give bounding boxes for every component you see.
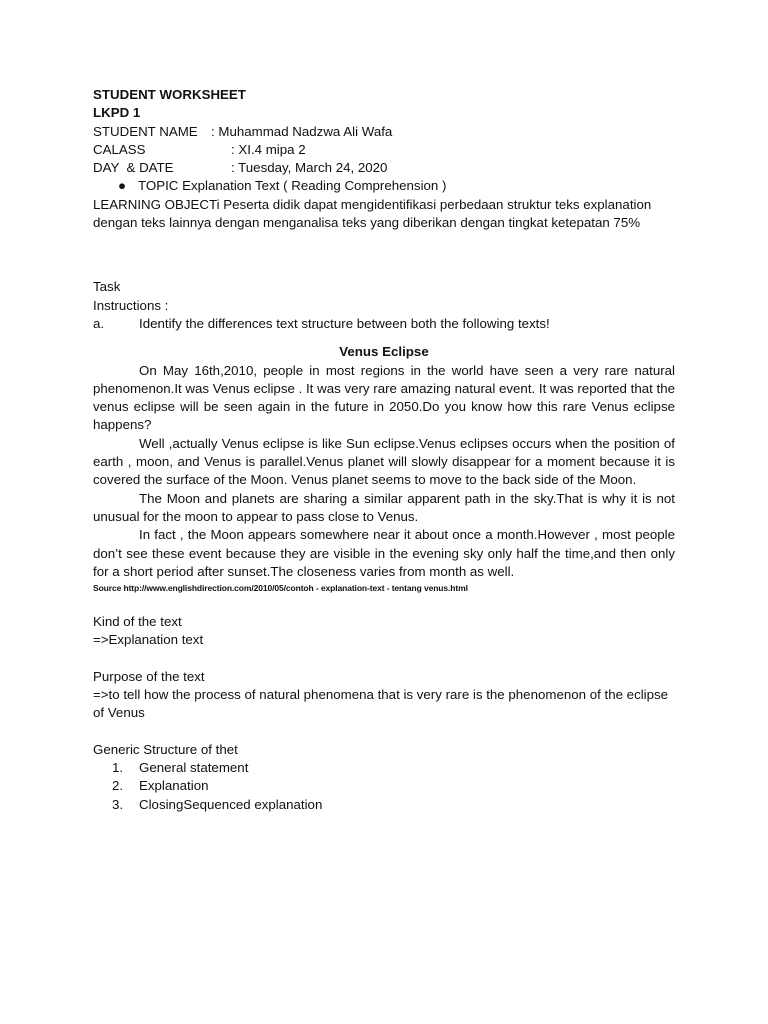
learning-objective: LEARNING OBJECTi Peserta didik dapat mengidentifikasi perbedaan struktur teks explanation dengan teks lainnya dengan menganalisa teks yang diberikan dengan tingkat ketepatan 75% [93, 196, 652, 231]
task-title: Task [93, 279, 121, 295]
class-row [93, 141, 675, 159]
list-item [93, 759, 675, 777]
instruction-item [93, 315, 675, 333]
class-label: CALASS [93, 141, 146, 157]
lkpd-label: LKPD 1 [93, 105, 141, 121]
reading-paragraph: The Moon and planets are sharing a similar apparent path in the sky.That is why it is not unusual for the moon to appear to pass close to Venus. [93, 490, 675, 524]
topic-bullet-item [93, 177, 675, 195]
student-name-value: : Muhammad Nadzwa Ali Wafa [211, 123, 393, 139]
list-item-text: General statement [139, 759, 249, 775]
student-name-label: STUDENT NAME [93, 123, 198, 139]
list-item-number: 2. [112, 778, 124, 794]
student-name-row [93, 123, 675, 141]
reading-paragraph: Well ,actually Venus eclipse is like Sun eclipse.Venus eclipses occurs when the position of earth , moon, and Venus is parallel.Venus planet will slowly disappear for a moment because it is covered the surface of the Moon. Venus planet seems to move to the back side of the Moon. [93, 435, 675, 488]
structure-label: Generic Structure of thet [93, 741, 238, 757]
kind-value: =>Explanation text [93, 632, 204, 648]
topic-text: TOPIC Explanation Text ( Reading Comprehension ) [138, 178, 447, 194]
worksheet-title: STUDENT WORKSHEET [93, 87, 246, 102]
class-value: : XI.4 mipa 2 [231, 141, 306, 157]
date-value: : Tuesday, March 24, 2020 [231, 160, 388, 176]
date-row [93, 159, 675, 177]
source-citation: Source http://www.englishdirection.com/2010/05/contoh - explanation-text - tentang venus.html [93, 583, 468, 594]
reading-title: Venus Eclipse [339, 344, 429, 360]
list-item-text: ClosingSequenced explanation [139, 796, 323, 812]
bullet-icon: ● [118, 178, 127, 194]
list-item-number: 1. [112, 759, 124, 775]
list-item [93, 796, 675, 814]
list-item [93, 777, 675, 795]
instruction-text: Identify the differences text structure between both the following texts! [139, 315, 550, 331]
reading-paragraph: On May 16th,2010, people in most regions in the world have seen a very rare natural phenomenon.It was Venus eclipse . It was very rare amazing natural event. It was reported that the venus eclipse will be seen again in the future in 2050.Do you know how this rare Venus eclipse happens? [93, 362, 675, 433]
instructions-label: Instructions : [93, 297, 169, 313]
purpose-label: Purpose of the text [93, 668, 205, 684]
list-item-text: Explanation [139, 778, 209, 794]
instruction-marker: a. [93, 315, 105, 331]
kind-label: Kind of the text [93, 614, 182, 630]
worksheet-content [93, 86, 675, 814]
structure-list [93, 759, 675, 814]
purpose-value: =>to tell how the process of natural phenomena that is very rare is the phenomenon of the eclipse of Venus [93, 687, 669, 721]
date-label: DAY & DATE [93, 160, 174, 176]
reading-paragraph: In fact , the Moon appears somewhere near it about once a month.However , most people don’t see these event because they are visible in the evening sky only half the time,and then only for a short period after sunset.The closeness varies from month as well. [93, 527, 675, 579]
list-item-number: 3. [112, 796, 124, 812]
